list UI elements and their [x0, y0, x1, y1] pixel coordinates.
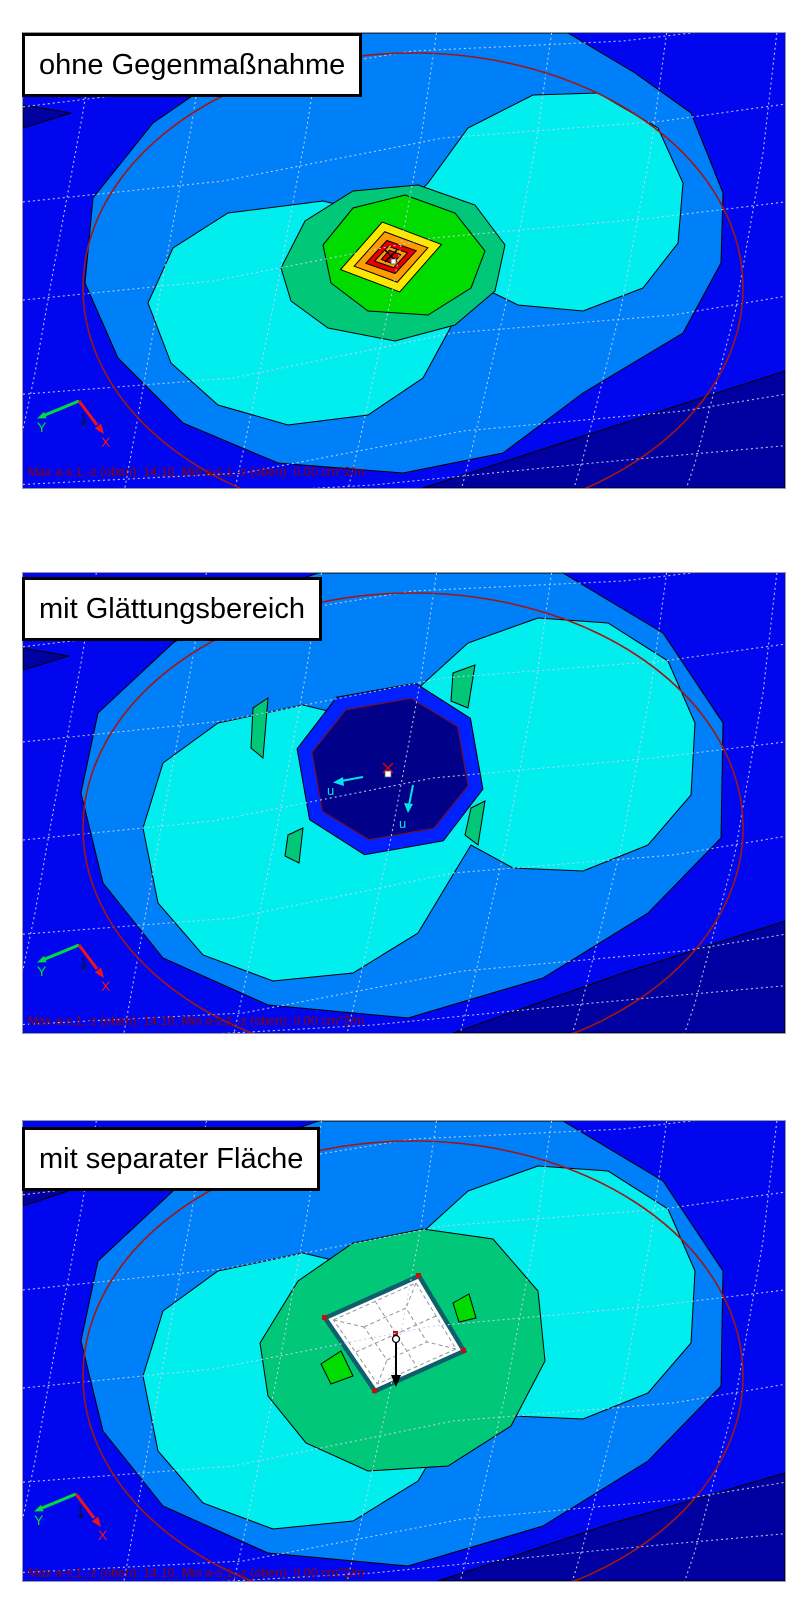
u-axis-label-2: u — [399, 816, 407, 831]
plot-1 — [23, 33, 785, 488]
node-dot — [391, 259, 396, 264]
corner-node — [372, 1388, 377, 1393]
status-line: Max a-s,1,-z (oben): 14.10, Min a-s,1,-z (oben): 0.00 cm^2/m — [28, 465, 365, 479]
corner-node — [322, 1315, 327, 1320]
panel-ohne-gegenmassnahme — [22, 32, 786, 489]
plot-2 — [23, 573, 785, 1033]
status-line: Max a-s,1,-z (oben): 14.10, Min a-s,1,-z (oben): 0.00 cm^2/m — [28, 1014, 365, 1028]
panel-title-mit-separater-flaeche: mit separater Fläche — [22, 1127, 320, 1191]
load-node-circle — [393, 1336, 400, 1343]
node-dot — [385, 771, 391, 777]
panel-title-mit-glaettungsbereich: mit Glättungsbereich — [22, 577, 322, 641]
corner-node — [461, 1348, 466, 1353]
panel-title-ohne-gegenmassnahme: ohne Gegenmaßnahme — [22, 33, 362, 97]
u-axis-label: u — [327, 783, 335, 798]
corner-node — [416, 1273, 421, 1278]
status-line: Max a-s,1,-z (oben): 14.10, Min a-s,1,-z (oben): 0.00 cm^2/m — [28, 1566, 365, 1580]
